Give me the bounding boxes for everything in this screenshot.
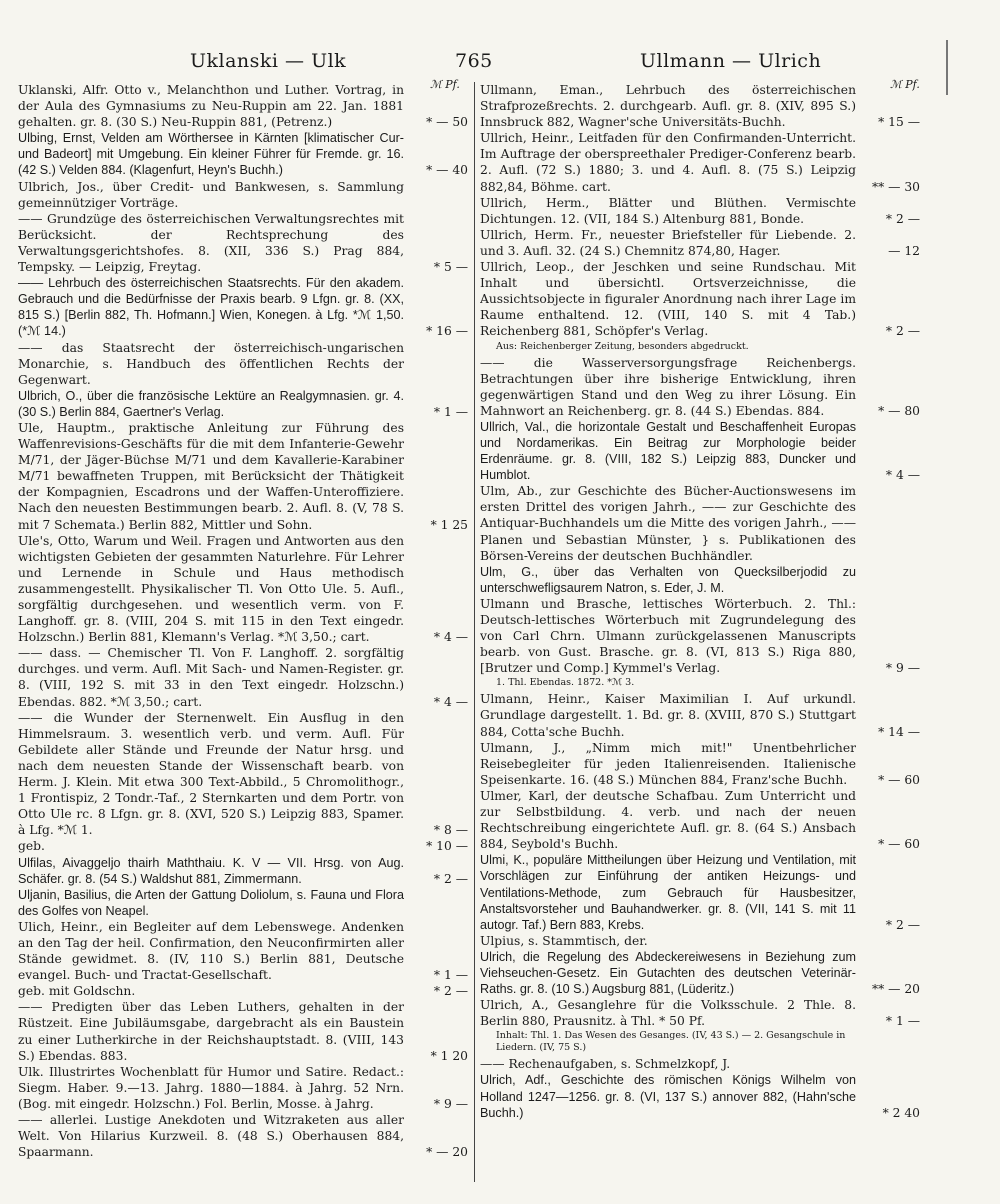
entry-price: ** — 30 xyxy=(871,179,920,194)
entry-price: * 2 — xyxy=(885,917,920,932)
entry-note: 1. Thl. Ebendas. 1872. *ℳ 3. xyxy=(496,677,635,689)
entry-text: Ullrich, Herm. Fr., neuester Briefsteller für Liebende. 2. und 3. Aufl. 32. (24 S.) Chemnitz 874,80, Hager. xyxy=(480,227,856,258)
entry-price: * 4 — xyxy=(433,630,468,645)
entry-text: geb. xyxy=(18,839,45,854)
entry-text: Ulmann, J., „Nimm mich mit!" Unentbehrlicher Reisebegleiter für jeden Italienreisenden. Italienische Speisenkarte. 16. (48 S.) München 884, Franz'sche Buchh. xyxy=(480,740,856,787)
entry-price: * 2 — xyxy=(433,871,468,886)
entry-price: * 2 — xyxy=(885,324,920,339)
catalog-entry xyxy=(480,483,920,563)
catalog-entry xyxy=(480,1056,920,1072)
currency-header-right: ℳ Pf. xyxy=(890,78,920,91)
entry-text: Uklanski, Alfr. Otto v., Melanchthon und Luther. Vortrag, in der Aula des Gymnasiums zu Neu-Ruppin am 22. Jan. 1881 gehalten. gr. 8. (30 S.) Neu-Ruppin 881, (Petrenz.) xyxy=(18,83,404,130)
catalog-entry xyxy=(480,997,920,1029)
entry-text: —— das Staatsrecht der österreichisch-ungarischen Monarchie, s. Handbuch des öffentlichen Rechts der Gegenwart. xyxy=(18,340,404,387)
catalog-entry xyxy=(18,533,468,646)
entry-text: Ullrich, Heinr., Leitfaden für den Confirmanden-Unterricht. Im Auftrage der oberspreethaler Prediger-Conferenz bearb. 2. Aufl. (72 S.) 1880; 3. und 4. Aufl. 8. (75 S.) Leipzig 882,84, Böhme. cart. xyxy=(480,131,856,194)
entry-price: * 8 — xyxy=(433,823,468,838)
entry-note: Inhalt: Thl. 1. Das Wesen des Gesanges. (IV, 43 S.) — 2. Gesangschule in Liedern. (IV, 75 S.) xyxy=(496,1030,846,1054)
catalog-entry xyxy=(480,691,920,739)
entry-text: Ulbrich, O., über die französische Lektüre an Realgymnasien. gr. 4. (30 S.) Berlin 884, Gaertner's Verlag. xyxy=(18,388,404,419)
entry-text: Ulrich, A., Gesanglehre für die Volksschule. 2 Thle. 8. Berlin 880, Prausnitz. à Thl. * 50 Pf. xyxy=(480,998,856,1029)
entry-text: Ulrich, Adf., Geschichte des römischen Königs Wilhelm von Holland 1247—1256. gr. 8. (VI, 137 S.) annover 882, (Hahn'sche Buchh.) xyxy=(480,1073,856,1120)
catalog-entry xyxy=(480,1072,920,1120)
running-head-right: Ullmann — Ulrich xyxy=(640,50,822,72)
entry-text: Ulmi, K., populäre Mittheilungen über Heizung und Ventilation, mit Vorschlägen zur Einführung der antiken Heizungs- und Ventilations-Methode, zum Gebrauch für Hausbesitzer, Anstaltsvorsteher und Bauhandwerker. gr. 8. (VII, 141 S. mit 11 autogr. Taf.) Bern 883, Krebs. xyxy=(480,853,856,932)
entry-text: —— Rechenaufgaben, s. Schmelzkopf, J. xyxy=(480,1057,731,1072)
entry-text: Ulmann, Heinr., Kaiser Maximilian I. Auf urkundl. Grundlage dargestellt. 1. Bd. gr. 8. (XVIII, 870 S.) Stuttgart 884, Cotta'sche Buchh. xyxy=(480,692,856,739)
entry-price: * 4 — xyxy=(433,694,468,709)
catalog-entry xyxy=(480,564,920,596)
catalog-entry xyxy=(480,788,920,852)
entry-text: Ullrich, Leop., der Jeschken und seine Rundschau. Mit Inhalt und übersichtl. Ortsverzeichnisse, die Aussichtsobjecte in figuraler Anordnung nach ihrer Lage im Raume enthaltend. 12. (VIII, 140 S. mit 4 Tab.) Reichenberg 881, Schöpfer's Verlag. xyxy=(480,260,856,339)
page-number: 765 xyxy=(455,50,493,72)
catalog-entry xyxy=(18,1064,468,1112)
entry-price: * 1 — xyxy=(433,968,468,983)
entry-text: Ulm, G., über das Verhalten von Quecksilberjodid zu unterschwefligsaurem Natron, s. Eder, J. M. xyxy=(480,564,856,595)
catalog-entry xyxy=(18,838,468,854)
entry-text: Ule, Hauptm., praktische Anleitung zur Führung des Waffenrevisions-Geschäfts für die mit dem Infanterie-Gewehr M/71, der Jäger-Büchse M/71 und dem Kavallerie-Karabiner M/71 bewaffneten Truppen, mit Berücksicht der Thätigkeit der Kompagnien, Escadrons und der Waffen-Unteroffiziere. Nach den neuesten Bestimmungen bearb. 2. Aufl. 8. (V, 78 S. mit 7 Schemata.) Berlin 882, Mittler und Sohn. xyxy=(18,420,404,532)
catalog-entry xyxy=(18,887,468,919)
left-column xyxy=(18,82,468,1182)
catalog-entry xyxy=(18,179,468,211)
catalog-entry xyxy=(18,275,468,339)
entry-note: Aus: Reichenberger Zeitung, besonders abgedruckt. xyxy=(496,340,749,352)
entry-text: —— die Wasserversorgungsfrage Reichenbergs. Betrachtungen über ihre bisherige Entwicklung, ihren gegenwärtigen Stand und den Weg zu ihrer Lösung. Ein Mahnwort an Reichenberg. gr. 8. (44 S.) Ebendas. 884. xyxy=(480,355,856,418)
right-column xyxy=(480,82,920,1182)
catalog-entry xyxy=(18,983,468,999)
catalog-entry xyxy=(480,82,920,130)
entry-price: * — 60 xyxy=(878,772,920,787)
catalog-entry xyxy=(480,355,920,419)
running-head-left: Uklanski — Ulk xyxy=(190,50,347,72)
catalog-entry xyxy=(18,340,468,388)
entry-text: —— Predigten über das Leben Luthers, gehalten in der Rüstzeit. Eine Jubiläumsgabe, dargebracht als ein Baustein zu einer Lutherkirche in der Reichshauptstadt. 8. (VIII, 143 S.) Ebendas. 883. xyxy=(18,1000,404,1063)
entry-price: * 2 40 xyxy=(882,1105,920,1120)
currency-header-left: ℳ Pf. xyxy=(430,78,460,91)
catalog-entry xyxy=(18,999,468,1063)
entry-text: Ulbrich, Jos., über Credit- und Bankwesen, s. Sammlung gemeinnütziger Vorträge. xyxy=(18,179,404,210)
catalog-entry xyxy=(480,227,920,259)
catalog-entry xyxy=(480,852,920,932)
entry-text: Ulpius, s. Stammtisch, der. xyxy=(480,933,648,948)
catalog-entry xyxy=(18,645,468,709)
catalog-entry xyxy=(480,949,920,997)
entry-price: * — 80 xyxy=(878,403,920,418)
catalog-entry xyxy=(18,420,468,533)
entry-text: geb. mit Goldschn. xyxy=(18,984,136,999)
entry-price: * 1 — xyxy=(433,404,468,419)
catalog-entry xyxy=(480,195,920,227)
entry-text: Ulrich, die Regelung des Abdeckereiwesens in Beziehung zum Viehseuchen-Gesetz. Ein Gutachten des deutschen Veterinär-Raths. gr. 8. (10 S.) Augsburg 881, (Lüderitz.) xyxy=(480,949,856,997)
catalog-entry xyxy=(18,82,468,130)
entry-price: * 1 — xyxy=(885,1014,920,1029)
entry-price: * — 40 xyxy=(426,163,468,178)
entry-text: Ulbing, Ernst, Velden am Wörthersee in Kärnten [klimatischer Cur- und Badeort] mit Umgebung. Ein kleiner Führer für Fremde. gr. 16. (42 S.) Velden 884. (Klagenfurt, Heyn's Buchh.) xyxy=(18,131,404,178)
entry-text: Ullmann, Eman., Lehrbuch des österreichischen Strafprozeßrechts. 2. durchgearb. Aufl. gr. 8. (XIV, 895 S.) Innsbruck 882, Wagner'sche Universitäts-Buchh. xyxy=(480,83,856,130)
entry-price: ** — 20 xyxy=(871,982,920,997)
entry-price: * 4 — xyxy=(885,468,920,483)
entry-price: * — 60 xyxy=(878,837,920,852)
entry-text: Ulich, Heinr., ein Begleiter auf dem Lebenswege. Andenken an den Tag der heil. Confirmation, den Neuconfirmirten aller Stände gewidmet. 8. (IV, 110 S.) Berlin 881, Deutsche evangel. Buch- und Tractat-Gesellschaft. xyxy=(18,919,404,983)
entry-text: —— die Wunder der Sternenwelt. Ein Ausflug in den Himmelsraum. 3. wesentlich verb. und verm. Aufl. Für Gebildete aller Stände und Freunde der Natur hrsg. und nach dem neuesten Stande der Wissenschaft bearb. von Herm. J. Klein. Mit etwa 300 Text-Abbild., 5 Chromolithogr., 1 Frontispiz, 2 Tondr.-Taf., 2 Sternkarten und dem Portr. von Otto Ule rc. 8 Lfgn. gr. 8. (XVI, 520 S.) Leipzig 883, Spamer. à Lfg. *ℳ 1. xyxy=(18,710,404,838)
entry-price: * 9 — xyxy=(433,1096,468,1111)
entry-price: * — 20 xyxy=(426,1145,468,1160)
entry-price: * — 50 xyxy=(426,115,468,130)
entry-price: * 16 — xyxy=(426,324,468,339)
entry-price: * 15 — xyxy=(878,115,920,130)
entry-price: * 2 — xyxy=(885,211,920,226)
catalog-entry xyxy=(18,388,468,420)
entry-price: * 1 20 xyxy=(430,1048,468,1063)
entry-price: * 1 25 xyxy=(430,517,468,532)
entry-text: —— Grundzüge des österreichischen Verwaltungsrechtes mit Berücksicht. der Rechtsprechung des Verwaltungsgerichtshofes. 8. (XII, 336 S.) Prag 884, Tempsky. — Leipzig, Freytag. xyxy=(18,211,404,275)
entry-price: * 5 — xyxy=(433,260,468,275)
catalog-entry xyxy=(480,130,920,194)
entry-text: Ulk. Illustrirtes Wochenblatt für Humor und Satire. Redact.: Siegm. Haber. 9.—13. Jahrg. 1880—1884. à Jahrg. 52 Nrn. (Bog. mit eingedr. Holzschn.) Fol. Berlin, Mosse. à Jahrg. xyxy=(18,1064,404,1111)
entry-text: —— allerlei. Lustige Anekdoten und Witzraketen aus aller Welt. Von Hilarius Kurzweil. 8. (48 S.) Oberhausen 884, Spaarmann. xyxy=(18,1113,404,1160)
entry-text: Uljanin, Basilius, die Arten der Gattung Doliolum, s. Fauna und Flora des Golfes von Neapel. xyxy=(18,887,404,918)
entry-text: —— Lehrbuch des österreichischen Staatsrechts. Für den akadem. Gebrauch und die Bedürfnisse der Praxis bearb. 9 Lfgn. gr. 8. (XX, 815 S.) [Berlin 882, Th. Hofmann.] Wien, Konegen. à Lfg. *ℳ 1,50. (*ℳ 14.) xyxy=(18,276,404,339)
entry-text: Ule's, Otto, Warum und Weil. Fragen und Antworten aus den wichtigsten Gebieten der gesammten Naturlehre. Für Lehrer und Lernende in Schule und Haus methodisch zusammengestellt. Physikalischer Tl. Von Otto Ule. 5. Aufl., sorgfältig durchgesehen. und wesentlich verm. von F. Langhoff. gr. 8. (VIII, 204 S. mit 115 in den Text eingedr. Holzschn.) Berlin 881, Klemann's Verlag. *ℳ 3,50.; cart. xyxy=(18,533,404,645)
entry-text: Ulfilas, Aivaggeljo thairh Maththaiu. K. V — VII. Hrsg. von Aug. Schäfer. gr. 8. (54 S.) Waldshut 881, Zimmermann. xyxy=(18,855,404,886)
entry-price: — 12 xyxy=(888,243,920,258)
catalog-entry xyxy=(18,211,468,275)
catalog-entry xyxy=(18,919,468,983)
catalog-entry xyxy=(18,130,468,178)
catalog-entry xyxy=(18,855,468,887)
entry-price: * 9 — xyxy=(885,661,920,676)
entry-text: Ullrich, Herm., Blätter und Blüthen. Vermischte Dichtungen. 12. (VII, 184 S.) Altenburg 881, Bonde. xyxy=(480,195,856,226)
column-rule xyxy=(474,82,475,1182)
catalog-entry xyxy=(480,259,920,339)
entry-text: —— dass. — Chemischer Tl. Von F. Langhoff. 2. sorgfältig durchges. und verm. Aufl. Mit Sach- und Namen-Register. gr. 8. (VIII, 192 S. mit 33 in den Text eingedr. Holzschn.) Ebendas. 882. *ℳ 3,50.; cart. xyxy=(18,646,404,709)
entry-text: Ullrich, Val., die horizontale Gestalt und Beschaffenheit Europas und Nordamerikas. Ein Beitrag zur Morphologie beider Erdenräume. gr. 8. (VIII, 182 S.) Leipzig 883, Duncker und Humblot. xyxy=(480,419,856,483)
catalog-entry xyxy=(480,933,920,949)
entry-text: Ulmann und Brasche, lettisches Wörterbuch. 2. Thl.: Deutsch-lettisches Wörterbuch mit Zugrundelegung des von Carl Chrn. Ulmann zurückgelassenen Manuscripts bearb. von Gust. Brasche. gr. 8. (VI, 813 S.) Riga 880, [Brutzer und Comp.] Kymmel's Verlag. xyxy=(480,596,856,676)
catalog-entry xyxy=(480,419,920,483)
entry-price: * 2 — xyxy=(433,984,468,999)
entry-text: Ulm, Ab., zur Geschichte des Bücher-Auctionswesens im ersten Drittel des vorigen Jahrh., —— zur Geschichte des Antiquar-Buchhandels um die Mitte des vorigen Jahrh., —— Planen und Sebastian Münster, } s. Publikationen des Börsen-Vereins der deutschen Buchhändler. xyxy=(480,484,856,563)
catalog-entry xyxy=(480,740,920,788)
entry-text: Ulmer, Karl, der deutsche Schafbau. Zum Unterricht und zur Selbstbildung. 4. verb. und nach der neuen Rechtschreibung eingerichtete Aufl. gr. 8. (64 S.) Ansbach 884, Seybold's Buchh. xyxy=(480,788,856,852)
entry-price: * 14 — xyxy=(878,724,920,739)
page-edge-line xyxy=(946,40,948,95)
catalog-entry xyxy=(480,596,920,676)
catalog-entry xyxy=(18,1112,468,1160)
entry-price: * 10 — xyxy=(426,839,468,854)
catalog-entry xyxy=(18,710,468,839)
